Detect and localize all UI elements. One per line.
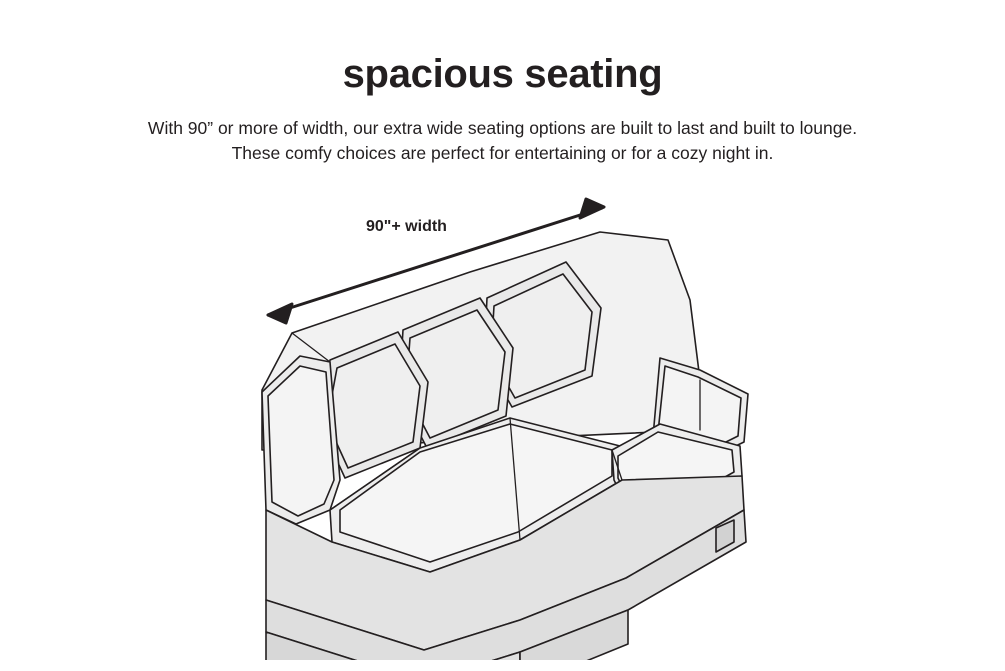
subcopy-line-2: These comfy choices are perfect for entertaining or for a cozy night in.	[231, 143, 774, 164]
sofa-svg	[0, 180, 1005, 660]
sofa-illustration	[0, 180, 1005, 660]
subcopy-line-1: With 90” or more of width, our extra wide seating options are built to last and built to lounge.	[147, 118, 858, 138]
page-title: spacious seating	[342, 52, 663, 96]
page-subcopy	[0, 116, 1005, 167]
dimension-label: 90"+ width	[366, 218, 447, 235]
